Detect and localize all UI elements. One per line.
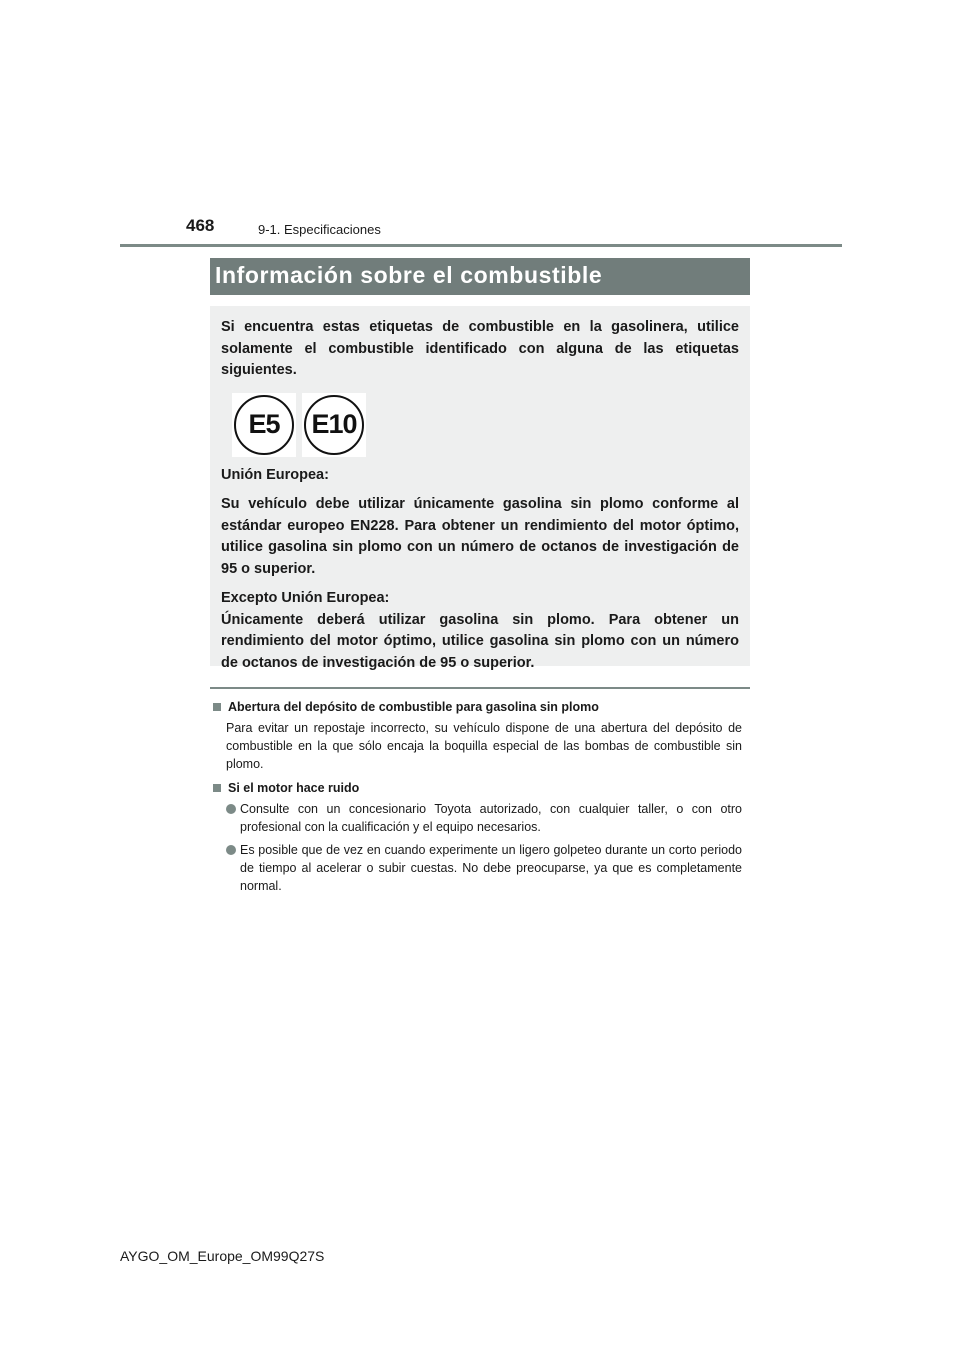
note-heading <box>210 698 750 716</box>
note-heading-text: Si el motor hace ruido <box>228 781 360 795</box>
fuel-labels <box>232 393 739 457</box>
footer-document-id: AYGO_OM_Europe_OM99Q27S <box>120 1248 325 1264</box>
eu-heading: Unión Europea: <box>221 466 329 483</box>
header-divider <box>120 244 842 247</box>
round-bullet-icon <box>226 804 236 814</box>
list-item-text: Es posible que de vez en cuando experimente un ligero golpeteo durante un corto periodo de tiempo al acelerar o subir cuestas. No debe preocuparse, ya que es completamente normal. <box>240 843 742 893</box>
intro-text: Si encuentra estas etiquetas de combustible en la gasolinera, utilice solamente el combustible identificado con alguna de las etiquetas siguientes. <box>221 319 739 378</box>
note-text: Para evitar un repostaje incorrecto, su vehículo dispone de una abertura del depósito de combustible en la que sólo encaja la boquilla especial de las bombas de combustible sin plomo. <box>226 721 742 771</box>
section-label: 9-1. Especificaciones <box>258 222 381 237</box>
list-item <box>226 841 750 895</box>
page-number: 468 <box>186 216 215 235</box>
eu-text: Su vehículo debe utilizar únicamente gasolina sin plomo conforme al estándar europeo EN228. Para obtener un rendimiento del motor óptimo, utilice gasolina sin plomo con un número de octanos de investigación de 95 o superior. <box>221 496 739 577</box>
round-bullet-icon <box>226 845 236 855</box>
non-eu-heading: Excepto Unión Europea: <box>221 590 390 606</box>
square-bullet-icon <box>213 784 221 792</box>
square-bullet-icon <box>213 703 221 711</box>
notes-divider <box>210 687 750 689</box>
notes-section <box>210 694 750 895</box>
fuel-info-box <box>210 306 750 671</box>
fuel-label-e10-icon: E10 <box>304 395 364 455</box>
fuel-label-e5 <box>232 393 296 457</box>
list-item <box>226 800 750 836</box>
fuel-label-e10 <box>302 393 366 457</box>
note-heading <box>210 779 750 797</box>
fuel-label-e5-icon: E5 <box>234 395 294 455</box>
list-item-text: Consulte con un concesionario Toyota autorizado, con cualquier taller, o con otro profesional con la cualificación y el equipo necesarios. <box>240 802 742 834</box>
note-heading-text: Abertura del depósito de combustible para gasolina sin plomo <box>228 700 599 714</box>
non-eu-text: Únicamente deberá utilizar gasolina sin plomo. Para obtener un rendimiento del motor óptimo, utilice gasolina sin plomo con un número de octanos de investigación de 95 o superior. <box>221 611 739 671</box>
page-title: Información sobre el combustible <box>210 258 750 295</box>
